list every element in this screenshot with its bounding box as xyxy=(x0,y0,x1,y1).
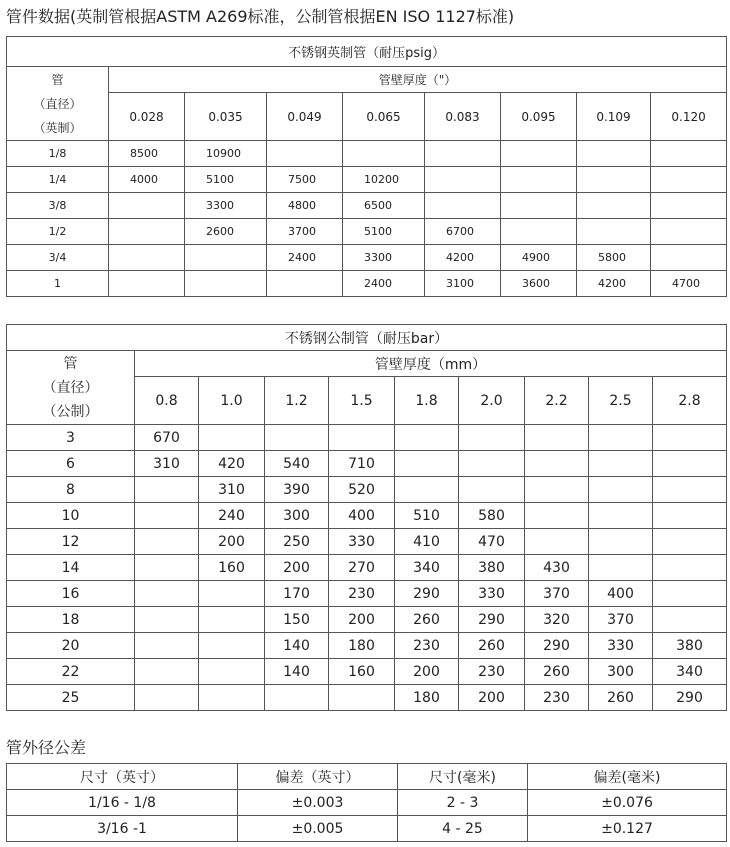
wall-size-header: 2.0 xyxy=(459,377,525,425)
pressure-cell: 390 xyxy=(265,477,329,503)
pressure-cell xyxy=(653,477,727,503)
pressure-cell: 4000 xyxy=(109,167,185,193)
pressure-cell: 540 xyxy=(265,451,329,477)
wall-size-header: 0.8 xyxy=(135,377,199,425)
pressure-cell: 10200 xyxy=(343,167,425,193)
pressure-cell: 2400 xyxy=(343,271,425,297)
pressure-cell: 400 xyxy=(329,503,395,529)
table-row xyxy=(7,581,727,607)
wall-size-header: 0.109 xyxy=(577,93,651,141)
pressure-cell xyxy=(109,245,185,271)
pressure-cell xyxy=(199,685,265,711)
pressure-cell: 290 xyxy=(525,633,589,659)
diameter-label: （直径） xyxy=(33,96,82,111)
pressure-cell: 4200 xyxy=(425,245,501,271)
pipe-size-cell: 16 xyxy=(7,581,135,607)
table-row xyxy=(7,245,727,271)
pressure-cell xyxy=(525,477,589,503)
pressure-cell xyxy=(109,193,185,219)
wall-size-header: 0.049 xyxy=(267,93,343,141)
pressure-cell: 140 xyxy=(265,659,329,685)
pressure-cell: 160 xyxy=(199,555,265,581)
pressure-cell xyxy=(653,529,727,555)
pressure-cell xyxy=(653,607,727,633)
pipe-size-cell: 20 xyxy=(7,633,135,659)
pressure-cell xyxy=(199,633,265,659)
table-cell: ±0.003 xyxy=(238,790,398,816)
pressure-cell: 230 xyxy=(459,659,525,685)
diameter-label: 管 xyxy=(51,72,64,87)
pressure-cell: 4900 xyxy=(501,245,577,271)
wall-size-header: 0.028 xyxy=(109,93,185,141)
pressure-cell: 310 xyxy=(135,451,199,477)
pressure-cell: 4800 xyxy=(267,193,343,219)
pressure-cell: 520 xyxy=(329,477,395,503)
pressure-cell xyxy=(653,503,727,529)
pressure-cell: 7500 xyxy=(267,167,343,193)
table-cell: 1/16 - 1/8 xyxy=(7,790,238,816)
table-cell: ±0.076 xyxy=(528,790,727,816)
pressure-cell xyxy=(199,425,265,451)
table-cell: ±0.005 xyxy=(238,816,398,842)
pressure-cell: 10900 xyxy=(185,141,267,167)
table-row xyxy=(7,477,727,503)
table-row xyxy=(7,503,727,529)
pressure-cell xyxy=(329,425,395,451)
pressure-cell: 3100 xyxy=(425,271,501,297)
pressure-cell: 290 xyxy=(653,685,727,711)
pressure-cell xyxy=(425,193,501,219)
pressure-cell: 180 xyxy=(395,685,459,711)
pressure-cell: 240 xyxy=(199,503,265,529)
pressure-cell: 150 xyxy=(265,607,329,633)
pressure-cell: 410 xyxy=(395,529,459,555)
pressure-cell: 200 xyxy=(395,659,459,685)
table-row xyxy=(7,790,727,816)
table-row xyxy=(7,607,727,633)
tolerance-table xyxy=(6,763,727,842)
pressure-cell xyxy=(395,477,459,503)
pressure-cell: 580 xyxy=(459,503,525,529)
table-cell: ±0.127 xyxy=(528,816,727,842)
pressure-cell xyxy=(501,141,577,167)
metric-pressure-table xyxy=(6,324,727,711)
pressure-cell: 2600 xyxy=(185,219,267,245)
pressure-cell: 4700 xyxy=(651,271,727,297)
pressure-cell: 230 xyxy=(395,633,459,659)
pressure-cell: 180 xyxy=(329,633,395,659)
pressure-cell: 320 xyxy=(525,607,589,633)
pressure-cell xyxy=(653,451,727,477)
pressure-cell: 200 xyxy=(329,607,395,633)
pipe-size-cell: 22 xyxy=(7,659,135,685)
imperial-wall-thickness-header: 管壁厚度（"） xyxy=(109,67,727,93)
pressure-cell: 310 xyxy=(199,477,265,503)
table-row xyxy=(7,219,727,245)
pressure-cell xyxy=(459,451,525,477)
pressure-cell: 3300 xyxy=(185,193,267,219)
pipe-size-cell: 1/2 xyxy=(7,219,109,245)
pipe-size-cell: 12 xyxy=(7,529,135,555)
wall-size-header: 1.0 xyxy=(199,377,265,425)
pressure-cell: 230 xyxy=(525,685,589,711)
pressure-cell: 3300 xyxy=(343,245,425,271)
wall-size-header: 0.120 xyxy=(651,93,727,141)
table-row xyxy=(7,141,727,167)
pressure-cell xyxy=(651,167,727,193)
pressure-cell: 670 xyxy=(135,425,199,451)
pressure-cell xyxy=(501,193,577,219)
pressure-cell xyxy=(589,451,653,477)
table-row xyxy=(7,816,727,842)
table-row xyxy=(7,451,727,477)
tolerance-heading: 管外径公差 xyxy=(6,738,87,757)
pressure-cell xyxy=(343,141,425,167)
metric-table-title: 不锈钢公制管（耐压bar） xyxy=(7,325,727,351)
pressure-cell xyxy=(653,555,727,581)
pressure-cell: 330 xyxy=(459,581,525,607)
imperial-pressure-table xyxy=(6,36,727,297)
pressure-cell xyxy=(135,503,199,529)
pressure-cell xyxy=(577,193,651,219)
page-title: 管件数据(英制管根据ASTM A269标准，公制管根据EN ISO 1127标准) xyxy=(6,7,515,26)
wall-size-header: 2.2 xyxy=(525,377,589,425)
metric-diameter-header xyxy=(7,351,135,425)
pipe-size-cell: 18 xyxy=(7,607,135,633)
pressure-cell xyxy=(589,477,653,503)
column-header: 尺寸（英寸） xyxy=(7,764,238,790)
pressure-cell: 160 xyxy=(329,659,395,685)
pressure-cell: 340 xyxy=(653,659,727,685)
pressure-cell xyxy=(135,633,199,659)
wall-size-header: 0.035 xyxy=(185,93,267,141)
pressure-cell xyxy=(135,659,199,685)
pressure-cell: 370 xyxy=(525,581,589,607)
imperial-diameter-header xyxy=(7,67,109,141)
pressure-cell: 3700 xyxy=(267,219,343,245)
pressure-cell xyxy=(199,607,265,633)
pressure-cell: 300 xyxy=(589,659,653,685)
pressure-cell: 510 xyxy=(395,503,459,529)
pressure-cell: 400 xyxy=(589,581,653,607)
pressure-cell xyxy=(425,141,501,167)
pressure-cell: 370 xyxy=(589,607,653,633)
pressure-cell: 200 xyxy=(459,685,525,711)
pressure-cell xyxy=(577,219,651,245)
pressure-cell: 170 xyxy=(265,581,329,607)
pressure-cell xyxy=(501,167,577,193)
pressure-cell xyxy=(525,529,589,555)
pipe-size-cell: 14 xyxy=(7,555,135,581)
column-header: 偏差(毫米) xyxy=(528,764,727,790)
pressure-cell: 340 xyxy=(395,555,459,581)
wall-size-header: 0.065 xyxy=(343,93,425,141)
pressure-cell: 200 xyxy=(199,529,265,555)
pressure-cell xyxy=(653,425,727,451)
pressure-cell: 5800 xyxy=(577,245,651,271)
pressure-cell: 230 xyxy=(329,581,395,607)
table-row xyxy=(7,555,727,581)
pressure-cell xyxy=(135,607,199,633)
pressure-cell xyxy=(525,503,589,529)
pressure-cell: 8500 xyxy=(109,141,185,167)
pipe-size-cell: 8 xyxy=(7,477,135,503)
pressure-cell: 6700 xyxy=(425,219,501,245)
pressure-cell: 380 xyxy=(459,555,525,581)
pressure-cell xyxy=(135,555,199,581)
pressure-cell: 260 xyxy=(589,685,653,711)
metric-wall-thickness-header: 管壁厚度（mm） xyxy=(135,351,727,377)
imperial-table-title: 不锈钢英制管（耐压psig） xyxy=(7,37,727,67)
pressure-cell: 330 xyxy=(589,633,653,659)
table-row xyxy=(7,167,727,193)
table-row xyxy=(7,425,727,451)
pressure-cell xyxy=(267,271,343,297)
pressure-cell xyxy=(589,503,653,529)
pressure-cell xyxy=(577,167,651,193)
pressure-cell: 250 xyxy=(265,529,329,555)
pressure-cell xyxy=(109,219,185,245)
pressure-cell xyxy=(109,271,185,297)
pressure-cell xyxy=(395,425,459,451)
pressure-cell: 4200 xyxy=(577,271,651,297)
wall-size-header: 2.5 xyxy=(589,377,653,425)
wall-size-header: 1.5 xyxy=(329,377,395,425)
pressure-cell xyxy=(651,141,727,167)
pressure-cell xyxy=(577,141,651,167)
table-cell: 2 - 3 xyxy=(398,790,528,816)
pressure-cell: 270 xyxy=(329,555,395,581)
pressure-cell xyxy=(267,141,343,167)
pressure-cell: 260 xyxy=(395,607,459,633)
table-row xyxy=(7,193,727,219)
pressure-cell: 430 xyxy=(525,555,589,581)
pressure-cell xyxy=(459,425,525,451)
pressure-cell xyxy=(651,245,727,271)
pressure-cell xyxy=(651,193,727,219)
pipe-size-cell: 10 xyxy=(7,503,135,529)
pipe-size-cell: 3/4 xyxy=(7,245,109,271)
wall-size-header: 0.095 xyxy=(501,93,577,141)
pressure-cell xyxy=(135,477,199,503)
pressure-cell xyxy=(395,451,459,477)
pressure-cell xyxy=(185,245,267,271)
table-row xyxy=(7,633,727,659)
pressure-cell: 300 xyxy=(265,503,329,529)
pressure-cell: 6500 xyxy=(343,193,425,219)
pressure-cell: 710 xyxy=(329,451,395,477)
pipe-size-cell: 6 xyxy=(7,451,135,477)
pressure-cell: 260 xyxy=(525,659,589,685)
pressure-cell: 470 xyxy=(459,529,525,555)
diameter-label: （直径） xyxy=(42,379,99,396)
wall-size-header: 2.8 xyxy=(653,377,727,425)
pressure-cell xyxy=(459,477,525,503)
pressure-cell: 290 xyxy=(395,581,459,607)
table-row xyxy=(7,529,727,555)
pressure-cell xyxy=(199,659,265,685)
pressure-cell: 290 xyxy=(459,607,525,633)
diameter-label: 管 xyxy=(63,355,78,372)
pressure-cell xyxy=(185,271,267,297)
column-header: 偏差（英寸） xyxy=(238,764,398,790)
pressure-cell xyxy=(525,451,589,477)
pressure-cell xyxy=(265,685,329,711)
pressure-cell xyxy=(199,581,265,607)
pressure-cell xyxy=(501,219,577,245)
pressure-cell xyxy=(135,529,199,555)
pressure-cell: 200 xyxy=(265,555,329,581)
table-cell: 3/16 -1 xyxy=(7,816,238,842)
pressure-cell xyxy=(329,685,395,711)
pressure-cell: 2400 xyxy=(267,245,343,271)
wall-size-header: 1.2 xyxy=(265,377,329,425)
pressure-cell: 420 xyxy=(199,451,265,477)
pressure-cell: 140 xyxy=(265,633,329,659)
wall-size-header: 1.8 xyxy=(395,377,459,425)
pressure-cell: 380 xyxy=(653,633,727,659)
table-cell: 4 - 25 xyxy=(398,816,528,842)
pipe-size-cell: 25 xyxy=(7,685,135,711)
pressure-cell xyxy=(589,529,653,555)
table-row xyxy=(7,685,727,711)
pipe-size-cell: 1/4 xyxy=(7,167,109,193)
wall-size-header: 0.083 xyxy=(425,93,501,141)
pressure-cell xyxy=(265,425,329,451)
unit-label: （英制） xyxy=(33,120,82,135)
pressure-cell: 5100 xyxy=(185,167,267,193)
pipe-size-cell: 3 xyxy=(7,425,135,451)
pressure-cell xyxy=(651,219,727,245)
pressure-cell: 260 xyxy=(459,633,525,659)
pipe-size-cell: 1/8 xyxy=(7,141,109,167)
unit-label: （公制） xyxy=(42,403,99,420)
pipe-size-cell: 1 xyxy=(7,271,109,297)
column-header: 尺寸(毫米) xyxy=(398,764,528,790)
pressure-cell: 5100 xyxy=(343,219,425,245)
pressure-cell xyxy=(135,581,199,607)
table-row xyxy=(7,271,727,297)
pipe-size-cell: 3/8 xyxy=(7,193,109,219)
pressure-cell: 3600 xyxy=(501,271,577,297)
table-row xyxy=(7,659,727,685)
pressure-cell xyxy=(589,425,653,451)
pressure-cell xyxy=(425,167,501,193)
pressure-cell xyxy=(589,555,653,581)
pressure-cell xyxy=(135,685,199,711)
pressure-cell: 330 xyxy=(329,529,395,555)
pressure-cell xyxy=(525,425,589,451)
pressure-cell xyxy=(653,581,727,607)
